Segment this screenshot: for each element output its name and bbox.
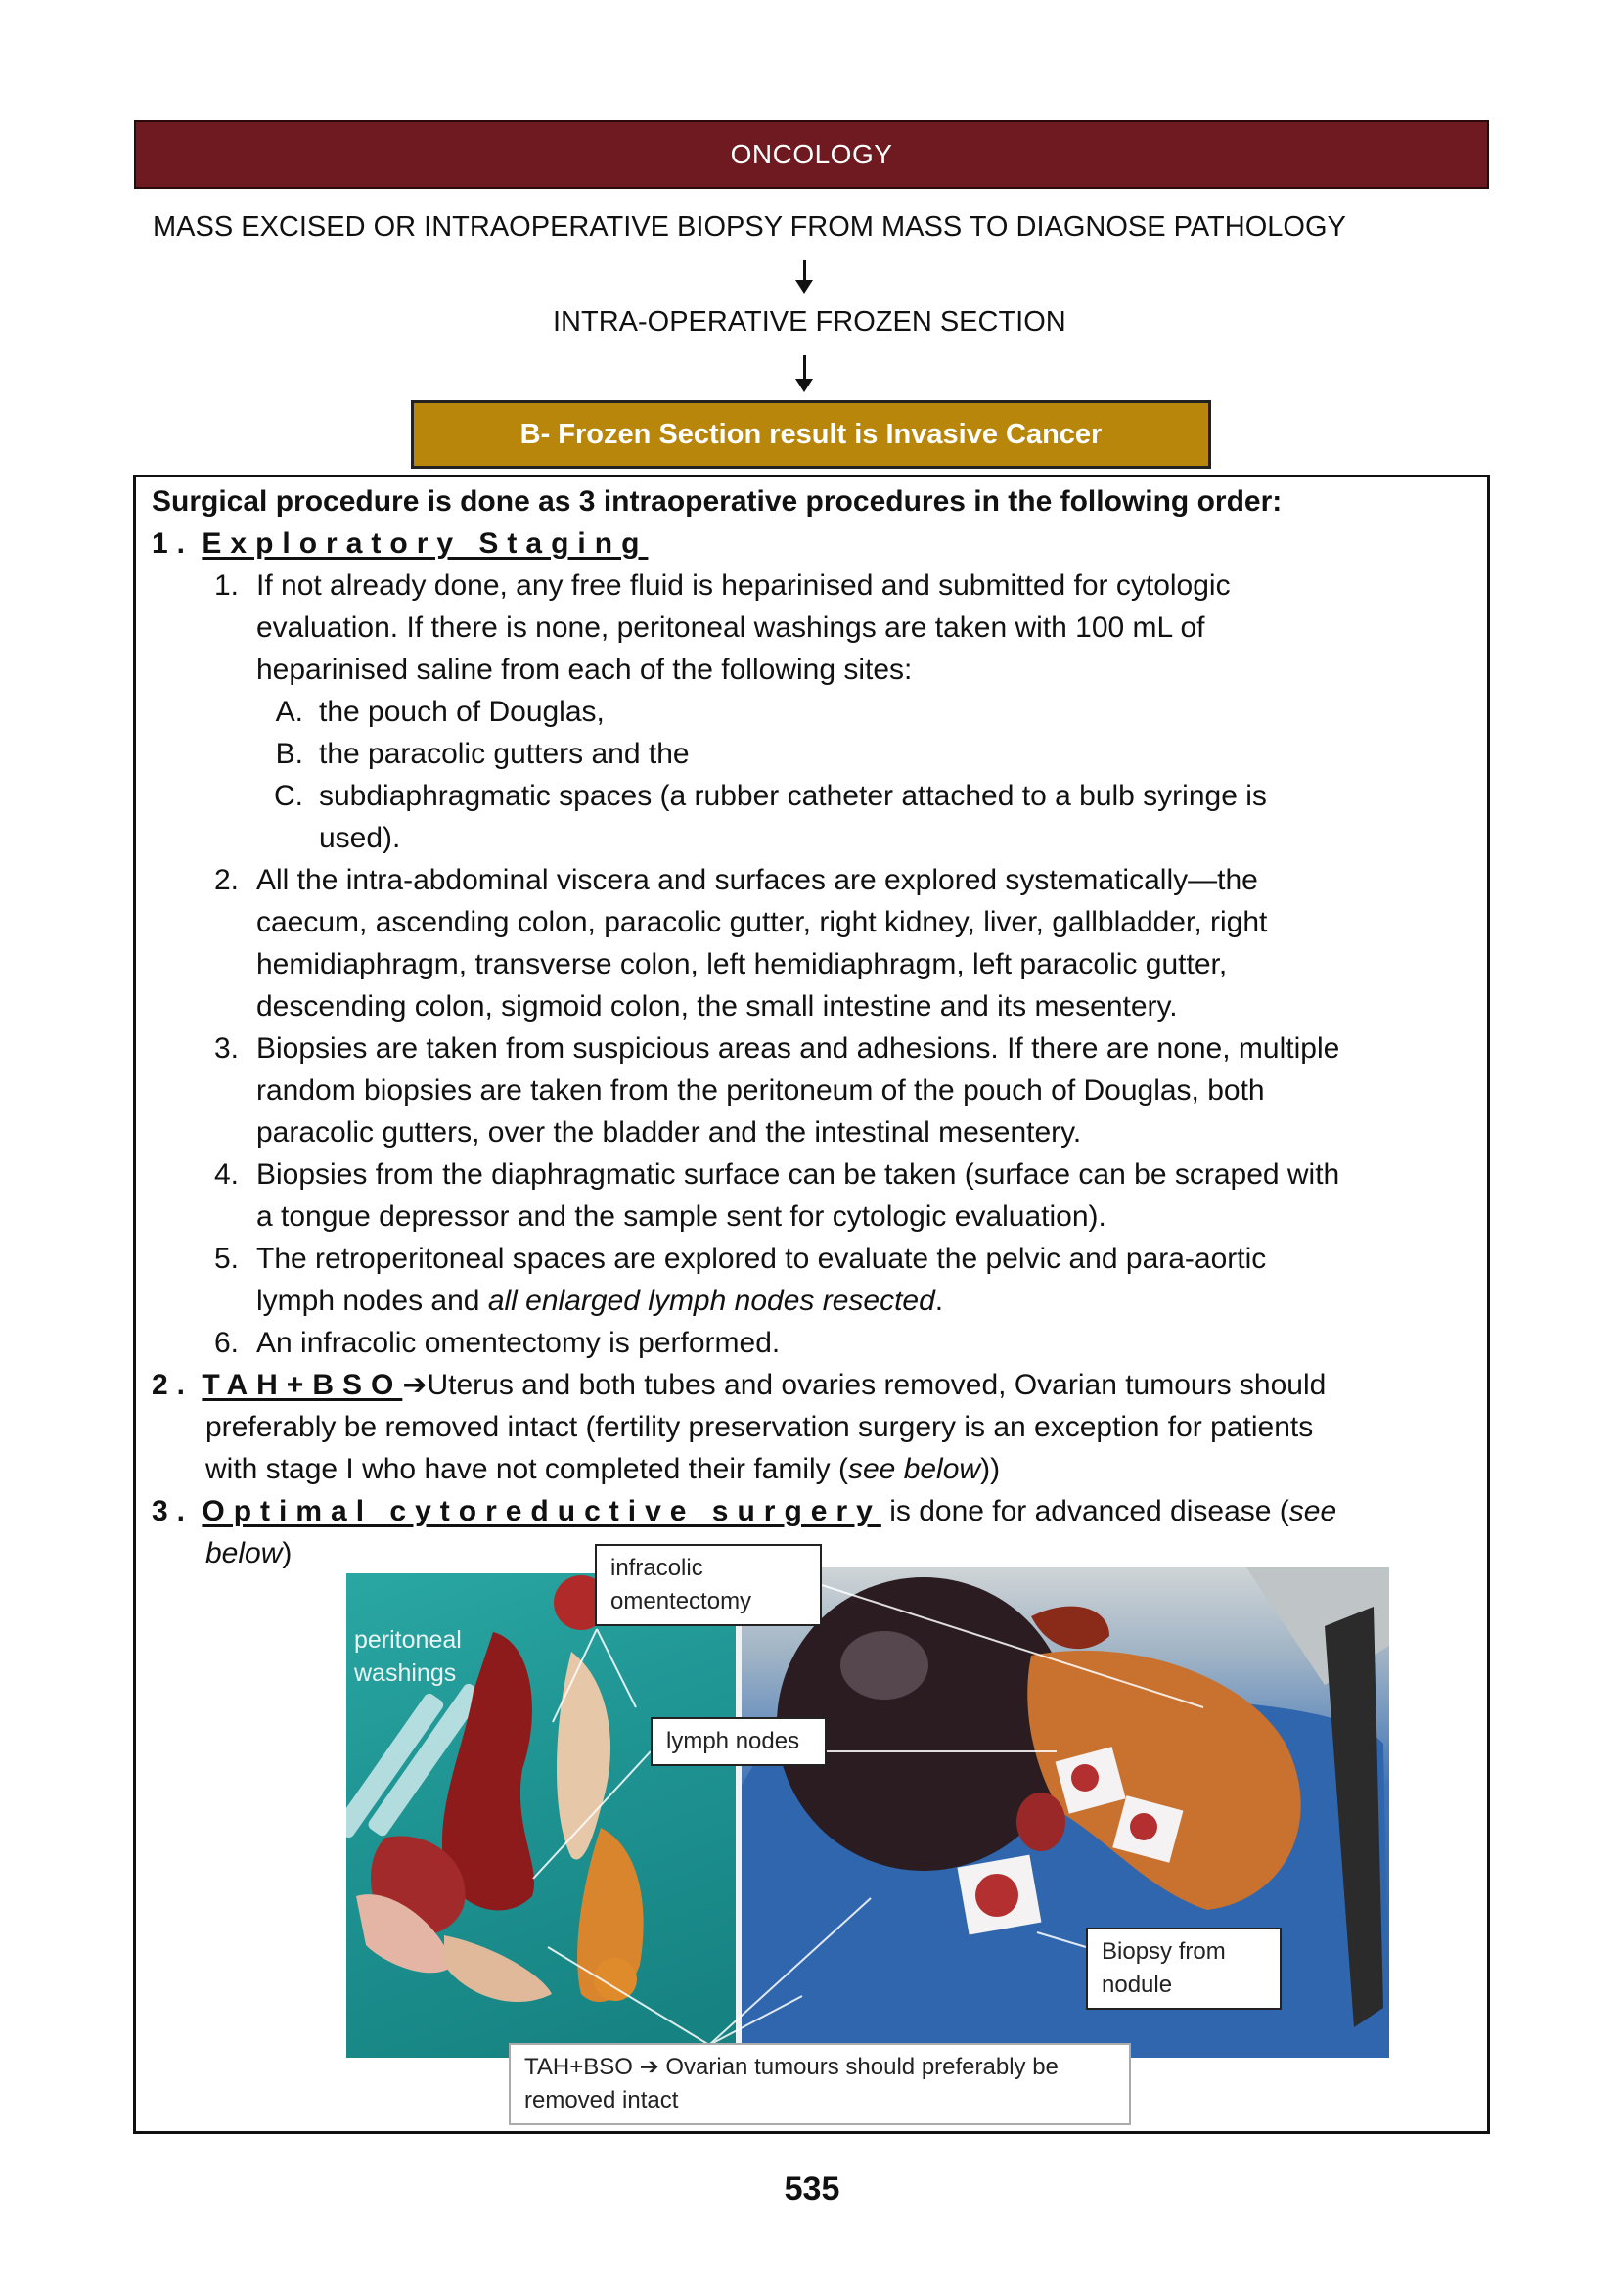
site-c-continued: used). xyxy=(319,822,401,854)
procedure-intro: Surgical procedure is done as 3 intraoperative procedures in the following order: xyxy=(152,485,1283,518)
frozen-section-result-box: B- Frozen Section result is Invasive Cancer xyxy=(411,400,1211,469)
label-tah-bso: TAH+BSO ➔ Ovarian tumours should preferably be removed intact xyxy=(509,2043,1131,2125)
site-b: B. the paracolic gutters and the xyxy=(275,738,690,770)
staging-item-1: 1. If not already done, any free fluid is heparinised and submitted for cytologic evaluation. If there is none, peritoneal washings are taken with 100 mL of heparinised saline from each of the following sites: xyxy=(213,569,1231,686)
staging-item-2: 2. All the intra-abdominal viscera and surfaces are explored systematically—the caecum, ascending colon, paracolic gutter, right kidney, liver, gallbladder, right hemidiaphragm, transverse colon, left hemidiaphragm, left paracolic gutter, descending colon, sigmoid colon, the small intestine and its mesentery. xyxy=(213,864,1268,1022)
label-peritoneal-washings: peritoneal washings xyxy=(354,1626,462,1687)
staging-item-6: 6. An infracolic omentectomy is performed. xyxy=(213,1327,781,1359)
section-exploratory-staging: 1. Exploratory Staging xyxy=(152,527,649,560)
flow-step-mass-excised: MASS EXCISED OR INTRAOPERATIVE BIOPSY FROM MASS TO DIAGNOSE PATHOLOGY xyxy=(153,211,1346,243)
label-lymph-nodes: lymph nodes xyxy=(651,1717,827,1766)
section-cytoreductive-surgery: 3. Optimal cytoreductive surgery is done for advanced disease (see below) xyxy=(152,1495,1337,1569)
label-infracolic-omentectomy: infracolic omentectomy xyxy=(595,1544,822,1626)
site-a: A. the pouch of Douglas, xyxy=(275,696,605,728)
staging-item-3: 3. Biopsies are taken from suspicious areas and adhesions. If there are none, multiple random biopsies are taken from the peritoneum of the pouch of Douglas, both paracolic gutters, over the bladder and the intestinal mesentery. xyxy=(213,1032,1340,1149)
site-c: C. subdiaphragmatic spaces (a rubber catheter attached to a bulb syringe is xyxy=(274,780,1267,812)
staging-item-5: 5. The retroperitoneal spaces are explored to evaluate the pelvic and para-aortic lymph nodes and all enlarged lymph nodes resected. xyxy=(213,1243,1267,1317)
staging-item-4: 4. Biopsies from the diaphragmatic surface can be taken (surface can be scraped with a tongue depressor and the sample sent for cytologic evaluation). xyxy=(213,1158,1340,1233)
oncology-banner: ONCOLOGY xyxy=(134,120,1489,189)
page-number: 535 xyxy=(784,2170,840,2207)
label-biopsy-nodule: Biopsy from nodule xyxy=(1086,1928,1282,2010)
arrow-right-icon: ➔ xyxy=(402,1369,428,1401)
flow-step-frozen-section: INTRA-OPERATIVE FROZEN SECTION xyxy=(553,306,1066,338)
section-tah-bso: 2. TAH+BSO➔Uterus and both tubes and ovaries removed, Ovarian tumours should preferably be removed intact (fertility preservation surgery is an exception for patients with stage I who have not completed their family (see below)) xyxy=(152,1369,1327,1485)
